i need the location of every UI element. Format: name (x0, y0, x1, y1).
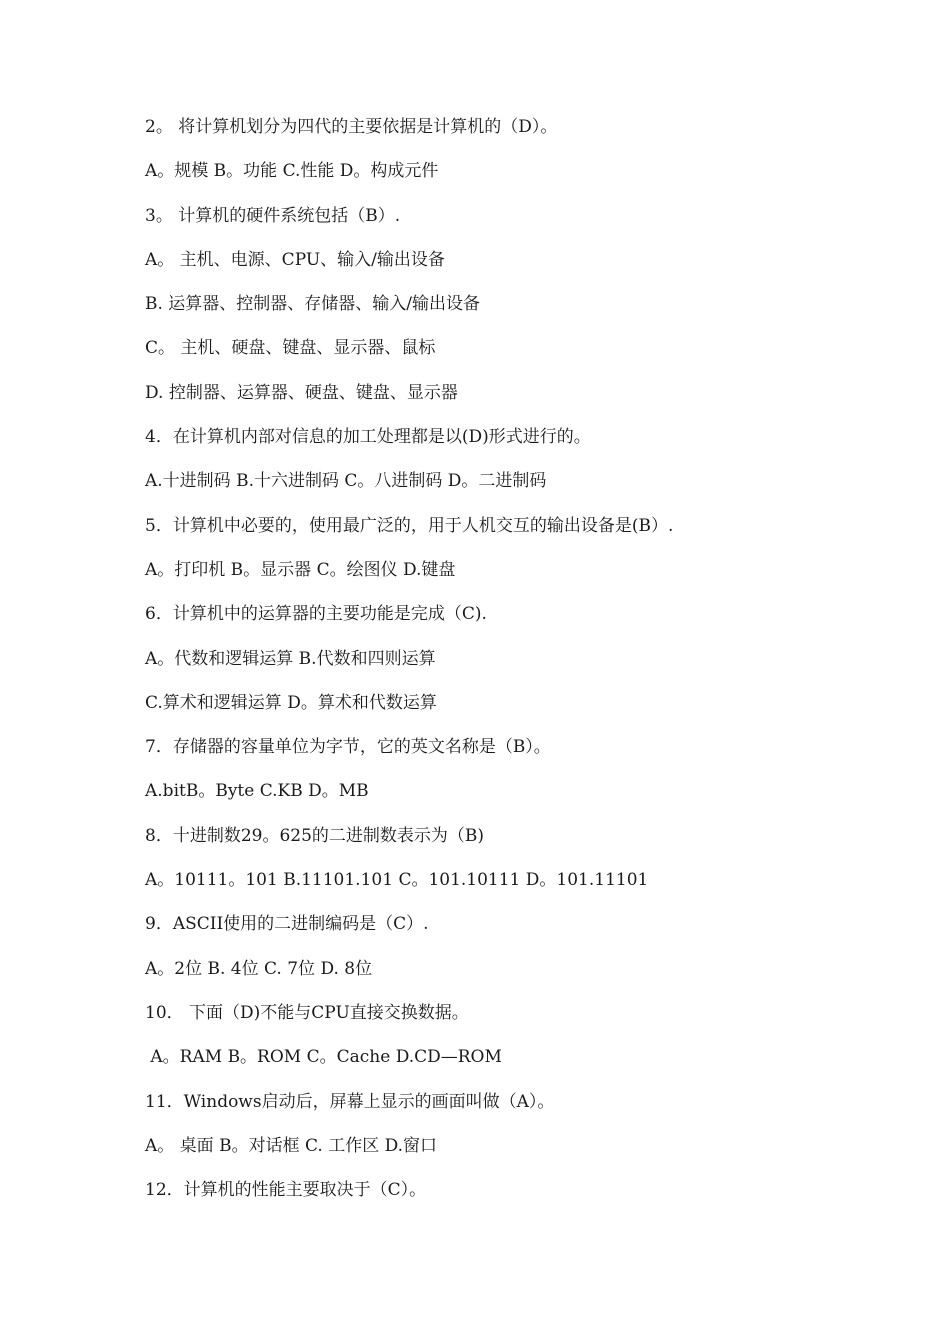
question-2-options: A。规模 B。功能 C.性能 D。构成元件 (145, 161, 439, 182)
question-7-options: A.bitB。Byte C.KB D。MB (145, 781, 369, 802)
question-4-options: A.十进制码 B.十六进制码 C。八进制码 D。二进制码 (145, 471, 547, 492)
question-11-options: A。 桌面 B。对话框 C. 工作区 D.窗口 (145, 1135, 438, 1156)
question-5-options: A。打印机 B。显示器 C。绘图仪 D.键盘 (145, 559, 456, 580)
question-8-options: A。10111。101 B.11101.101 C。101.10111 D。101.11101 (145, 870, 649, 891)
question-9-stem: 9．ASCII使用的二进制编码是（C）. (145, 914, 429, 935)
question-2-stem: 2。 将计算机划分为四代的主要依据是计算机的（D）。 (145, 117, 558, 137)
question-7-stem: 7．存储器的容量单位为字节，它的英文名称是（B）。 (145, 737, 551, 758)
question-3-option-d: D. 控制器、运算器、硬盘、键盘、显示器 (145, 382, 458, 403)
question-11-stem: 11．Windows启动后，屏幕上显示的画面叫做（A）。 (145, 1091, 555, 1112)
question-6-stem: 6．计算机中的运算器的主要功能是完成（C). (145, 604, 487, 625)
question-8-stem: 8．十进制数29。625的二进制数表示为（B) (145, 825, 485, 846)
question-9-options: A。2位 B. 4位 C. 7位 D. 8位 (145, 958, 373, 979)
question-3-stem: 3。 计算机的硬件系统包括（B）. (145, 205, 401, 226)
question-5-stem: 5．计算机中必要的，使用最广泛的，用于人机交互的输出设备是(B）. (145, 515, 674, 536)
question-10-options: A。RAM B。ROM C。Cache D.CD—ROM (145, 1047, 502, 1068)
question-12-stem: 12．计算机的性能主要取决于（C）。 (145, 1180, 427, 1201)
question-3-option-c: C。 主机、硬盘、键盘、显示器、鼠标 (145, 338, 436, 359)
question-6-options-ab: A。代数和逻辑运算 B.代数和四则运算 (145, 648, 436, 669)
question-3-option-b: B. 运算器、控制器、存储器、输入/输出设备 (145, 294, 481, 315)
question-10-stem: 10． 下面（D)不能与CPU直接交换数据。 (145, 1002, 469, 1023)
question-4-stem: 4．在计算机内部对信息的加工处理都是以(D)形式进行的。 (145, 427, 591, 448)
question-list (145, 112, 905, 1219)
question-6-options-cd: C.算术和逻辑运算 D。算术和代数运算 (145, 692, 437, 713)
question-3-option-a: A。 主机、电源、CPU、输入/输出设备 (145, 249, 445, 270)
